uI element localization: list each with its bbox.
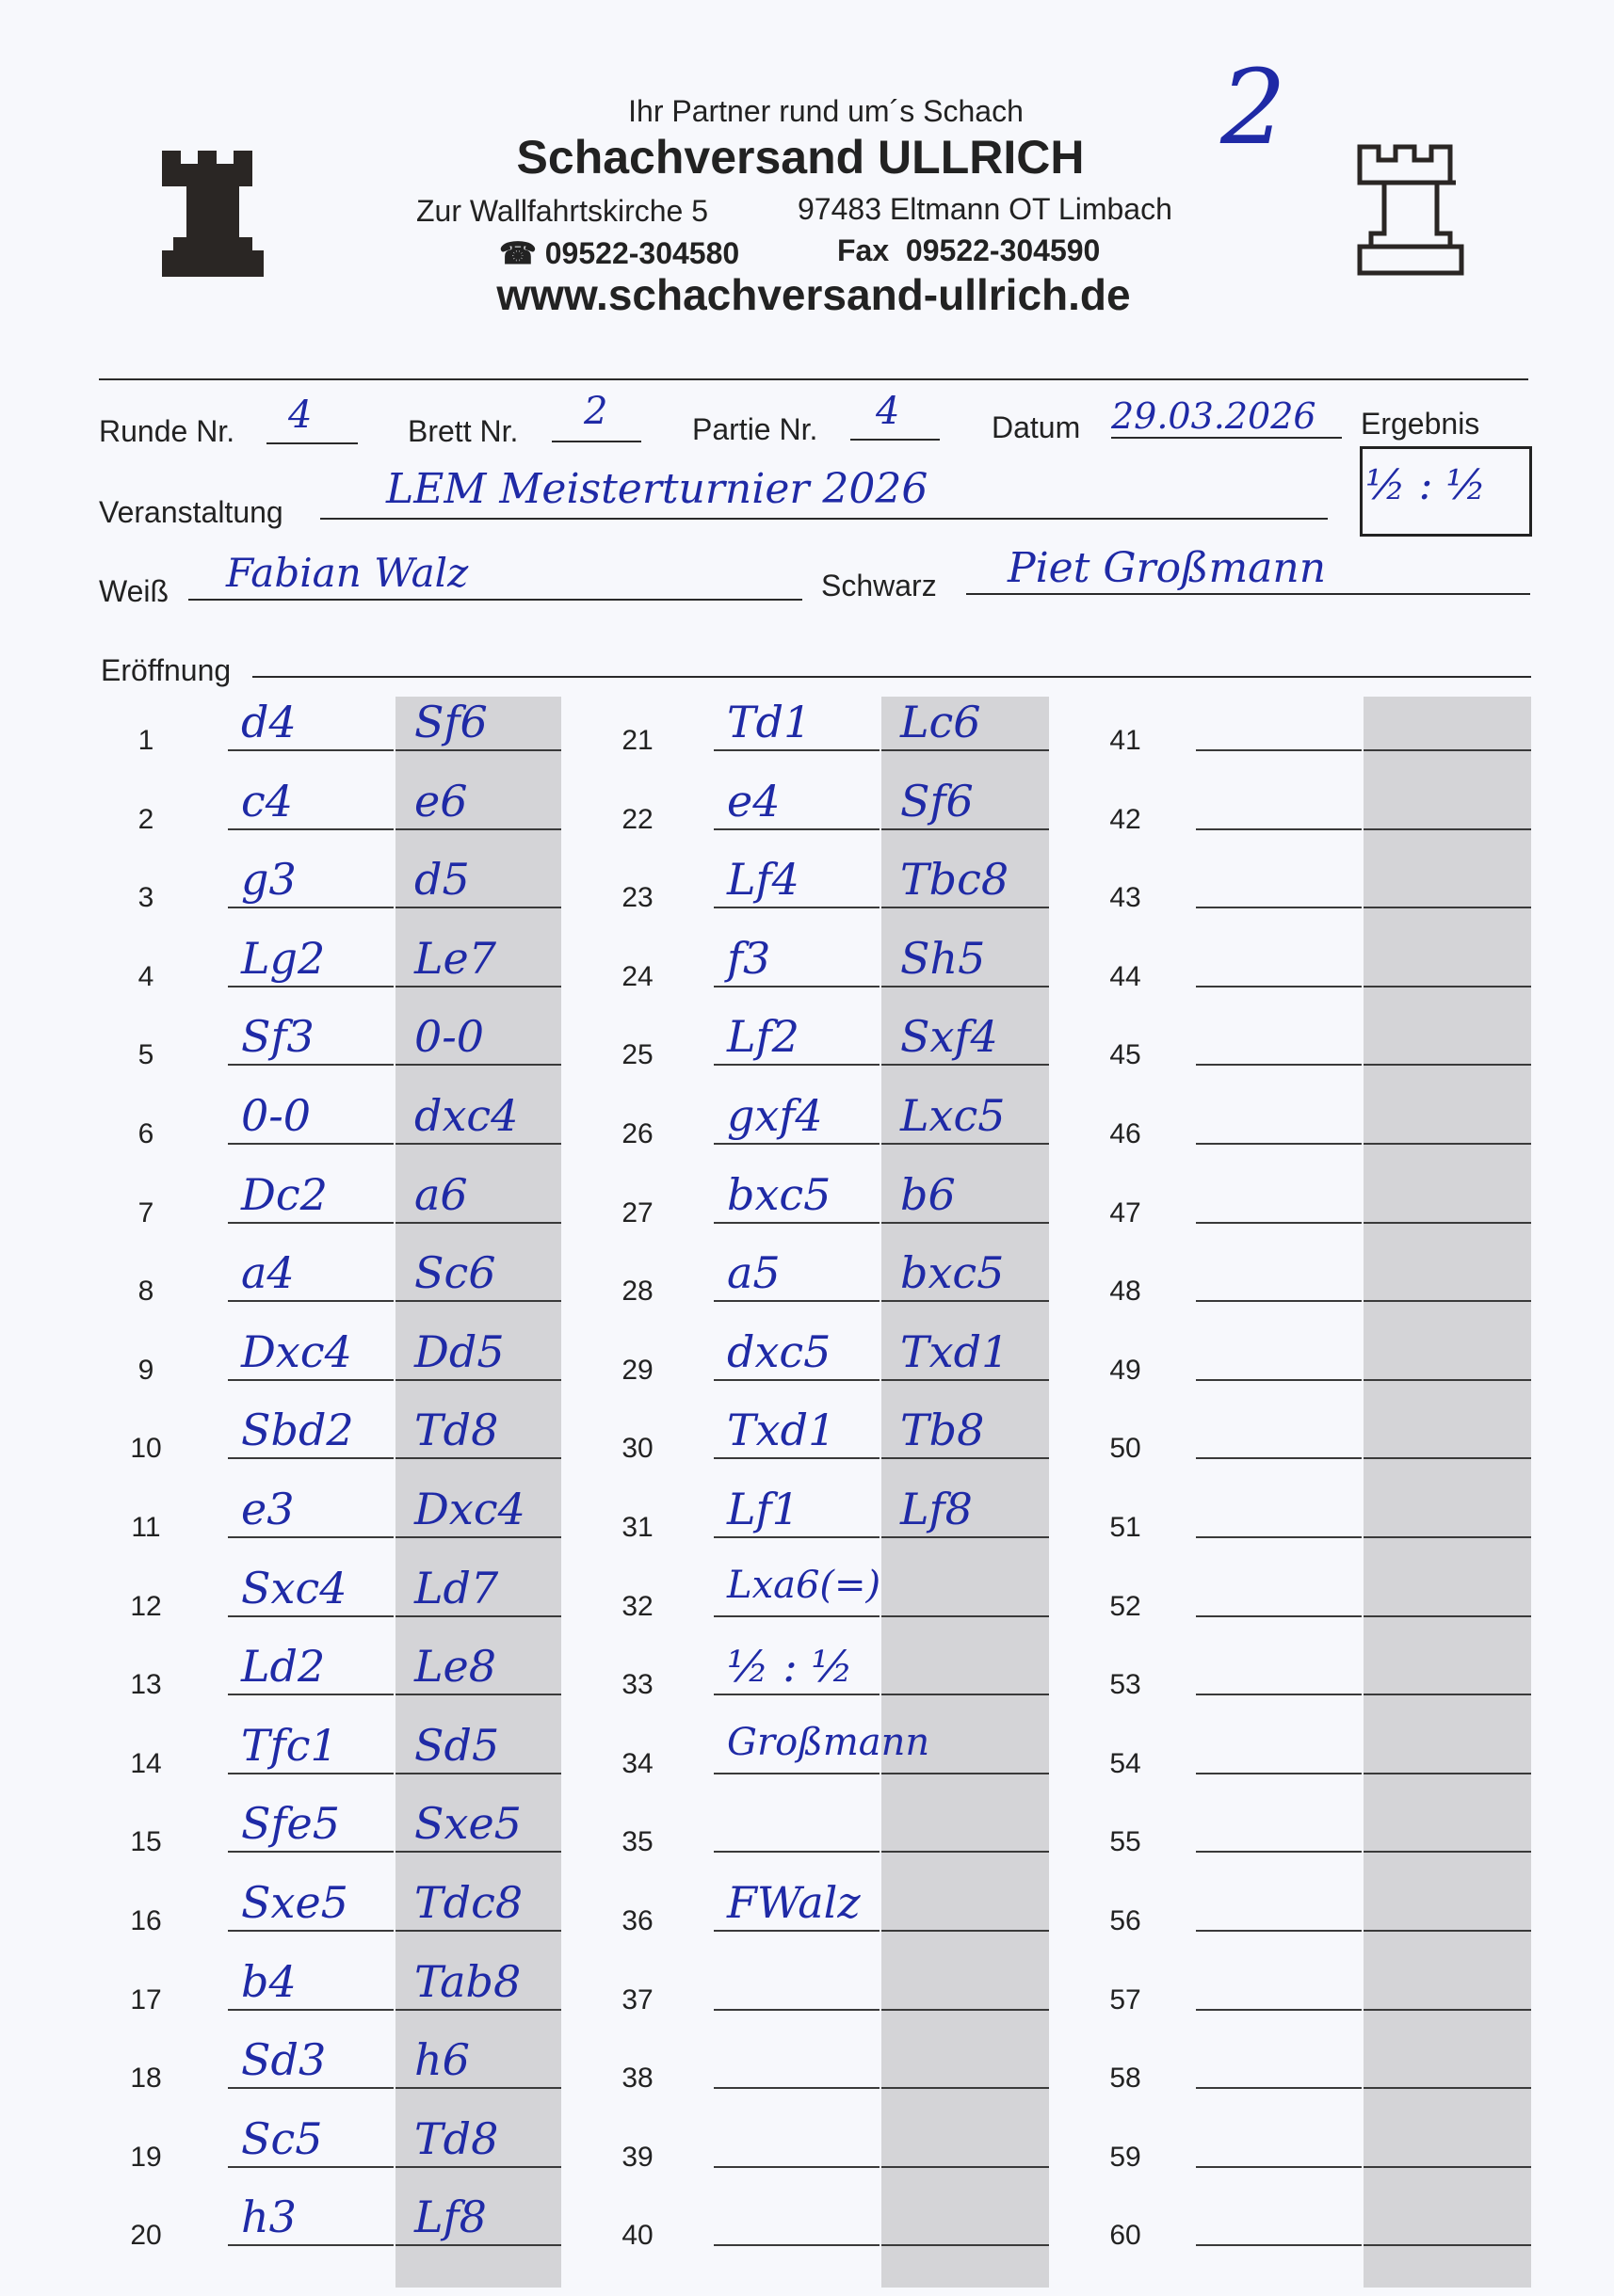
black-move-line [881,2244,1049,2246]
white-move-line [1196,1300,1362,1302]
white-move[interactable]: Td1 [727,697,812,747]
white-move[interactable]: f3 [727,932,771,984]
move-number: 14 [130,1747,162,1779]
black-move[interactable]: 0-0 [414,1011,485,1063]
white-move[interactable]: Txd1 [727,1405,836,1456]
header-tagline: Ihr Partner rund um´s Schach [628,94,1024,128]
white-move-line [1196,2244,1362,2246]
white-field-line [188,599,802,601]
white-move[interactable]: 0-0 [241,1090,312,1141]
move-number: 43 [1109,882,1141,914]
move-number: 40 [621,2220,654,2252]
black-field-line [966,593,1530,595]
black-move-line [881,1300,1049,1302]
black-move[interactable]: Tdc8 [414,1877,524,1928]
move-number: 32 [621,1590,654,1622]
move-number: 12 [130,1590,162,1622]
black-move-line [395,1536,561,1538]
white-move-line [714,1457,880,1459]
move-number: 45 [1109,1039,1141,1071]
white-move-line [714,749,880,751]
company-website[interactable]: www.schachversand-ullrich.de [496,270,1131,319]
white-move-line [228,1143,394,1145]
game-label: Partie Nr. [692,412,818,446]
white-move-line [714,1379,880,1381]
white-move[interactable]: bxc5 [727,1168,831,1220]
white-move[interactable]: Sf3 [241,1011,315,1063]
move-number: 23 [621,882,654,914]
move-number: 49 [1109,1354,1141,1386]
black-move[interactable]: b6 [900,1168,956,1220]
white-player-value[interactable]: Fabian Walz [226,550,469,596]
move-number: 47 [1109,1196,1141,1228]
white-move[interactable]: Großmann [727,1720,930,1764]
move-number: 19 [130,2141,162,2173]
move-number: 33 [621,1669,654,1701]
black-move-line [1364,1222,1531,1224]
white-move-line [1196,1930,1362,1932]
white-move-line [714,828,880,830]
round-field-line [266,442,358,444]
date-field-line [1111,437,1342,439]
move-number: 21 [621,725,654,756]
white-move[interactable]: Dc2 [241,1168,328,1220]
black-move[interactable]: Lxc5 [900,1090,1006,1141]
black-move-line [881,749,1049,751]
black-move-line [881,2087,1049,2089]
move-number: 58 [1109,2063,1141,2095]
black-move-line [1364,1930,1531,1932]
black-move-line [1364,986,1531,987]
black-label: Schwarz [821,569,937,602]
move-number: 24 [621,960,654,992]
move-number: 54 [1109,1747,1141,1779]
white-move-line [714,1615,880,1617]
black-move-line [881,1457,1049,1459]
black-move-line [1364,2009,1531,2011]
black-move[interactable]: e6 [414,775,468,827]
white-move-line [1196,1064,1362,1066]
white-move-line [714,1851,880,1853]
black-player-value[interactable]: Piet Großmann [1008,544,1327,592]
white-move-line [228,1694,394,1695]
black-move-line [395,2166,561,2168]
black-move[interactable]: Tab8 [414,1955,522,2007]
black-move-line [1364,1064,1531,1066]
white-move[interactable]: e3 [241,1484,295,1534]
white-move-line [228,1222,394,1224]
white-move-line [228,1457,394,1459]
move-number: 16 [130,1905,162,1936]
move-number: 27 [621,1196,654,1228]
white-move-line [1196,907,1362,908]
white-move-line [714,1300,880,1302]
white-move-line [714,907,880,908]
white-move-line [714,1222,880,1224]
white-move-line [714,1773,880,1774]
company-name: Schachversand ULLRICH [516,131,1085,184]
black-move-line [395,1930,561,1932]
white-move[interactable]: FWalz [727,1877,861,1928]
white-move[interactable]: Lxa6(=) [727,1563,881,1607]
move-number: 52 [1109,1590,1141,1622]
white-move-line [228,1536,394,1538]
black-move-line [881,1930,1049,1932]
black-move[interactable]: Tb8 [900,1405,985,1456]
white-move-line [228,1930,394,1932]
white-move[interactable]: Tfc1 [241,1719,338,1771]
black-move[interactable]: Dd5 [414,1325,505,1377]
black-move-line [1364,2166,1531,2168]
black-move[interactable]: Td8 [414,1405,499,1456]
black-move[interactable]: Le8 [414,1641,497,1693]
white-move[interactable]: Sxc4 [241,1562,347,1614]
black-move-line [395,1143,561,1145]
white-move-line [228,1300,394,1302]
white-move[interactable]: d4 [241,697,297,747]
black-move[interactable]: Sd5 [414,1719,500,1771]
board-field-line [552,441,641,442]
black-move-line [1364,749,1531,751]
white-move-line [714,1930,880,1932]
white-move-line [228,2244,394,2246]
black-move[interactable]: Dxc4 [414,1484,525,1534]
black-move[interactable]: Lf8 [414,2192,487,2243]
white-move-line [714,2244,880,2246]
black-move-line [1364,1300,1531,1302]
black-move-column-shade [1364,697,1531,2288]
black-move-line [395,1379,561,1381]
black-move-line [881,1773,1049,1774]
black-move-line [1364,1457,1531,1459]
move-number: 39 [621,2141,654,2173]
header-rule [99,378,1528,380]
white-move-line [714,1536,880,1538]
move-number: 37 [621,1983,654,2015]
move-number: 36 [621,1905,654,1936]
move-number: 50 [1109,1433,1141,1465]
board-label: Brett Nr. [408,414,519,448]
round-label: Runde Nr. [99,414,235,448]
move-number: 38 [621,2063,654,2095]
move-number: 17 [130,1983,162,2015]
white-move-line [1196,1143,1362,1145]
move-number: 13 [130,1669,162,1701]
white-move-line [1196,2166,1362,2168]
white-label: Weiß [99,574,169,608]
corner-note: 2 [1220,47,1286,168]
move-number: 35 [621,1826,654,1858]
black-move-line [395,1615,561,1617]
move-number: 6 [137,1118,154,1149]
result-label: Ergebnis [1361,407,1480,441]
company-city: 97483 Eltmann OT Limbach [798,192,1172,226]
white-move[interactable]: b4 [241,1955,297,2007]
move-number: 51 [1109,1512,1141,1543]
white-move-line [1196,1615,1362,1617]
black-move-line [881,1222,1049,1224]
black-move[interactable]: Txd1 [900,1325,1009,1377]
white-move-line [228,1773,394,1774]
company-street: Zur Wallfahrtskirche 5 [416,194,708,228]
move-number: 7 [137,1196,154,1228]
move-number: 1 [137,725,154,756]
white-move[interactable]: h3 [241,2192,297,2243]
move-number: 2 [137,803,154,835]
black-move-line [881,1694,1049,1695]
opening-label: Eröffnung [101,653,232,687]
white-move[interactable]: dxc5 [727,1325,831,1377]
black-move-line [1364,2244,1531,2246]
white-move-line [1196,828,1362,830]
black-move-line [395,828,561,830]
move-number: 31 [621,1512,654,1543]
black-move-line [395,2009,561,2011]
white-move-line [714,1143,880,1145]
company-fax: Fax 09522-304590 [837,233,1101,267]
black-move-line [395,1457,561,1459]
white-move[interactable]: Dxc4 [241,1325,352,1377]
black-move-line [881,986,1049,987]
black-move[interactable]: Td8 [414,2112,499,2164]
white-move[interactable]: Lf2 [727,1011,799,1063]
move-number: 20 [130,2220,162,2252]
black-move-line [395,1222,561,1224]
black-move[interactable]: a6 [414,1168,468,1220]
black-move-line [881,828,1049,830]
white-move-line [1196,1694,1362,1695]
event-label: Veranstaltung [99,495,283,529]
white-move[interactable]: Sc5 [241,2112,323,2164]
black-move[interactable]: Sxf4 [900,1011,998,1063]
black-move-line [395,2244,561,2246]
black-move-line [395,1851,561,1853]
white-move-line [228,907,394,908]
black-move-line [395,986,561,987]
white-move[interactable]: Lf1 [727,1484,799,1534]
black-move-line [881,1064,1049,1066]
white-move-line [1196,749,1362,751]
black-move-line [395,1773,561,1774]
move-number: 5 [137,1039,154,1071]
move-number: 26 [621,1118,654,1149]
black-move-line [1364,1615,1531,1617]
move-number: 8 [137,1276,154,1308]
black-move-line [1364,1379,1531,1381]
white-move-line [1196,1457,1362,1459]
black-move[interactable]: Sf6 [900,775,974,827]
black-move[interactable]: dxc4 [414,1090,519,1141]
black-move-line [881,2166,1049,2168]
white-move-line [1196,1379,1362,1381]
round-value[interactable]: 4 [288,393,313,437]
white-move-line [228,986,394,987]
white-move-line [228,1615,394,1617]
white-move-line [228,1851,394,1853]
white-move-line [714,1064,880,1066]
game-value[interactable]: 4 [876,390,900,433]
black-move-line [395,907,561,908]
black-move-line [395,2087,561,2089]
move-number: 15 [130,1826,162,1858]
black-move[interactable]: Sf6 [414,697,488,747]
result-value: ½ : ½ [1365,461,1487,509]
move-number: 53 [1109,1669,1141,1701]
white-move[interactable]: a4 [241,1247,295,1299]
move-number: 4 [137,960,154,992]
white-move-line [228,2087,394,2089]
white-move[interactable]: a5 [727,1247,781,1299]
black-move-line [1364,1773,1531,1774]
black-move-line [395,749,561,751]
white-move[interactable]: ½ : ½ [727,1641,853,1693]
white-move[interactable]: Sbd2 [241,1405,354,1456]
black-move[interactable]: Ld7 [414,1562,499,1614]
white-move-line [714,1694,880,1695]
black-move-line [881,2009,1049,2011]
move-number: 42 [1109,803,1141,835]
black-move-line [881,907,1049,908]
black-move-line [1364,1536,1531,1538]
black-move[interactable]: Sxe5 [414,1798,522,1850]
white-move-line [1196,1773,1362,1774]
move-number: 3 [137,882,154,914]
white-move-line [714,2087,880,2089]
move-number: 11 [131,1512,161,1543]
black-move-line [1364,2087,1531,2089]
date-value[interactable]: 29.03.2026 [1111,395,1316,437]
move-number: 55 [1109,1826,1141,1858]
black-move-line [395,1300,561,1302]
black-move-line [881,1615,1049,1617]
white-move[interactable]: Ld2 [241,1641,326,1693]
move-number: 29 [621,1354,654,1386]
white-move-line [714,986,880,987]
white-move[interactable]: c4 [241,775,294,827]
move-number: 22 [621,803,654,835]
white-move[interactable]: Lg2 [241,932,326,984]
move-number: 57 [1109,1983,1141,2015]
black-move[interactable]: Le7 [414,932,497,984]
white-move[interactable]: Sd3 [241,2034,327,2086]
black-move[interactable]: Lc6 [900,697,981,747]
black-move-line [395,1694,561,1695]
move-number: 44 [1109,960,1141,992]
white-move-line [1196,1536,1362,1538]
move-number: 56 [1109,1905,1141,1936]
white-move-line [714,2009,880,2011]
white-move[interactable]: e4 [727,775,781,827]
black-move[interactable]: Tbc8 [900,854,1009,906]
white-move-line [1196,1851,1362,1853]
white-move-line [228,749,394,751]
black-move-line [1364,1143,1531,1145]
white-move-line [228,2166,394,2168]
black-move-line [881,1851,1049,1853]
black-move[interactable]: d5 [414,854,470,906]
move-number: 25 [621,1039,654,1071]
move-number: 41 [1109,725,1141,756]
white-move-line [228,1064,394,1066]
move-number: 60 [1109,2220,1141,2252]
move-number: 10 [130,1433,162,1465]
black-move[interactable]: Sh5 [900,932,986,984]
game-field-line [850,439,940,441]
white-move[interactable]: Sfe5 [241,1798,341,1850]
black-move-line [1364,1851,1531,1853]
black-move-line [881,1143,1049,1145]
white-move-line [228,828,394,830]
white-move-line [228,2009,394,2011]
black-move[interactable]: Lf8 [900,1484,973,1534]
move-number: 28 [621,1276,654,1308]
event-value[interactable]: LEM Meisterturnier 2026 [386,465,928,513]
black-move-line [881,1379,1049,1381]
move-number: 9 [137,1354,154,1386]
white-move-line [228,1379,394,1381]
white-move[interactable]: gxf4 [727,1090,823,1141]
black-move-line [1364,907,1531,908]
black-move-line [1364,828,1531,830]
company-phone: ☎ 09522-304580 [499,236,740,270]
white-move-line [1196,1222,1362,1224]
move-number: 48 [1109,1276,1141,1308]
white-move[interactable]: Sxe5 [241,1877,348,1928]
black-move[interactable]: bxc5 [900,1247,1005,1299]
black-move-line [395,1064,561,1066]
move-number: 30 [621,1433,654,1465]
move-number: 18 [130,2063,162,2095]
move-number: 59 [1109,2141,1141,2173]
black-move-line [1364,1694,1531,1695]
black-move-line [881,1536,1049,1538]
black-move[interactable]: Sc6 [414,1247,496,1299]
board-value[interactable]: 2 [584,390,608,433]
move-number: 46 [1109,1118,1141,1149]
date-label: Datum [992,410,1081,444]
black-move[interactable]: h6 [414,2034,470,2086]
white-move-line [714,2166,880,2168]
opening-field-line [252,676,1531,678]
white-move-line [1196,986,1362,987]
white-move-line [1196,2009,1362,2011]
white-move-line [1196,2087,1362,2089]
white-move[interactable]: Lf4 [727,854,799,906]
event-field-line [320,518,1328,520]
move-number: 34 [621,1747,654,1779]
white-move[interactable]: g3 [241,854,297,906]
